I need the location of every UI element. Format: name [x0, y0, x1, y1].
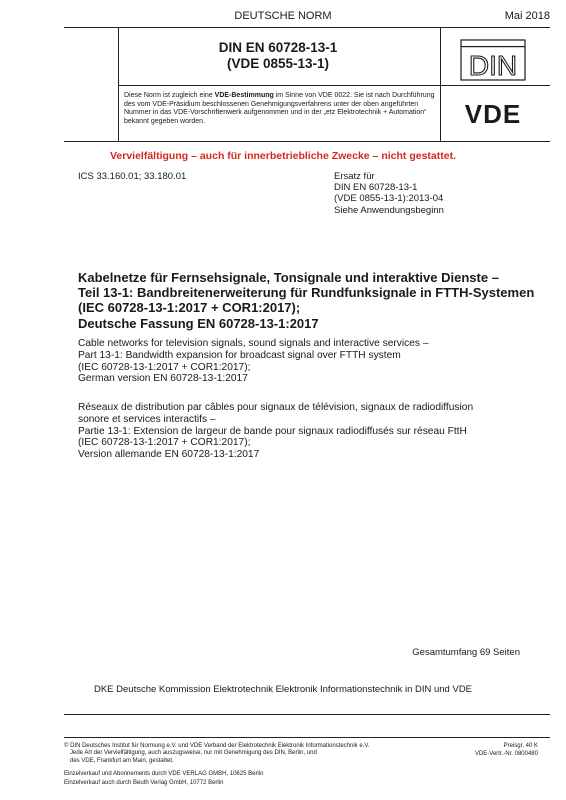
- replacement-line: (VDE 0855-13-1):2013-04: [334, 193, 444, 205]
- frame-middle-line: [118, 85, 550, 86]
- price-info: [475, 743, 538, 759]
- standard-number-din: DIN EN 60728-13-1: [218, 40, 338, 55]
- title-line: (IEC 60728-13-1:2017 + COR1:2017);: [78, 300, 301, 316]
- total-pages: Gesamtumfang 69 Seiten: [412, 647, 520, 658]
- vde-logo: [444, 96, 542, 130]
- note-rest: im Sinne von VDE 0022. Sie ist nach Durchführung des vom VDE-Präsidium beschlossenen Genehmigungsverfahrens unter der oben angeführten Nummer in das VDE-Vorschriftenwerk aufgenommen und in der „etz Elektrotechnik + Automation“ bekannt gegeben worden.: [124, 92, 435, 125]
- dke-commission: DKE Deutsche Kommission Elektrotechnik Elektronik Informationstechnik in DIN und VDE: [93, 684, 473, 695]
- footer-second-line: [64, 737, 550, 738]
- frame-bottom-line: [64, 141, 550, 142]
- copyright-line: des VDE, Frankfurt am Main, gestattet.: [70, 757, 174, 764]
- vde-determination-note: [124, 92, 439, 126]
- title-line: (IEC 60728-13-1:2017 + COR1:2017);: [78, 437, 251, 449]
- standard-number-vde: (VDE 0855-13-1): [226, 56, 330, 71]
- reproduction-warning: Vervielfältigung – auch für innerbetriebliche Zwecke – nicht gestattet.: [109, 150, 456, 162]
- title-line: Version allemande EN 60728-13-1:2017: [78, 449, 260, 461]
- din-logo: [448, 38, 538, 82]
- title-line: Part 13-1: Bandwidth expansion for broadcast signal over FTTH system: [78, 349, 401, 361]
- sales-vde-verlag: Einzelverkauf und Abonnements durch VDE VERLAG GMBH, 10625 Berlin: [64, 771, 264, 777]
- title-line: (IEC 60728-13-1:2017 + COR1:2017);: [78, 361, 251, 373]
- vde-logo-text: VDE: [464, 99, 522, 129]
- title-french: [78, 402, 548, 461]
- publication-date: Mai 2018: [504, 10, 550, 22]
- replacement-info: [334, 171, 444, 216]
- title-line: German version EN 60728-13-1:2017: [78, 373, 248, 385]
- title-line: Cable networks for television signals, sound signals and interactive services –: [78, 338, 429, 349]
- title-line: Réseaux de distribution par câbles pour signaux de télévision, signaux de radiodiffusion: [78, 402, 474, 413]
- price-group: Preisgr. 40 K: [503, 743, 538, 749]
- ics-codes: ICS 33.160.01; 33.180.01: [78, 171, 187, 182]
- title-english: [78, 338, 548, 385]
- title-line: Deutsche Fassung EN 60728-13-1:2017: [78, 315, 319, 331]
- copyright-notice: [64, 743, 384, 765]
- din-logo-text: DIN: [468, 50, 518, 81]
- title-line: Partie 13-1: Extension de largeur de bande pour signaux radiodiffusés sur réseau FttH: [78, 425, 467, 437]
- replacement-line: Siehe Anwendungsbeginn: [334, 204, 444, 216]
- title-line: Kabelnetze für Fernsehsignale, Tonsignale und interaktive Dienste –: [78, 270, 499, 285]
- replacement-line: Ersatz für: [334, 171, 375, 182]
- vde-contract-number: VDE-Vertr.-Nr. 0800480: [474, 750, 538, 757]
- replacement-line: DIN EN 60728-13-1: [334, 182, 418, 194]
- footer-top-line: [64, 714, 550, 715]
- copyright-line: Jede Art der Vervielfältigung, auch auszugsweise, nur mit Genehmigung des DIN, Berlin, und: [70, 750, 317, 757]
- title-line: sonore et services interactifs –: [78, 413, 216, 425]
- sales-beuth-verlag: Einzelverkauf auch durch Beuth Verlag GmbH, 10772 Berlin: [64, 780, 224, 786]
- copyright-line: © DIN Deutsches Institut für Normung e.V. und VDE Verband der Elektrotechnik Elektronik Informationstechnik e.V.: [64, 743, 370, 749]
- frame-top-line: [64, 27, 550, 28]
- frame-right-divider: [440, 27, 441, 141]
- title-line: Teil 13-1: Bandbreitenerweiterung für Rundfunksignale in FTTH-Systemen: [78, 285, 535, 301]
- note-bold: VDE-Bestimmung: [214, 92, 274, 99]
- document-category: DEUTSCHE NORM: [234, 10, 332, 22]
- note-prefix: Diese Norm ist zugleich eine: [124, 92, 215, 99]
- title-german: [78, 270, 548, 331]
- standard-number: [118, 40, 438, 72]
